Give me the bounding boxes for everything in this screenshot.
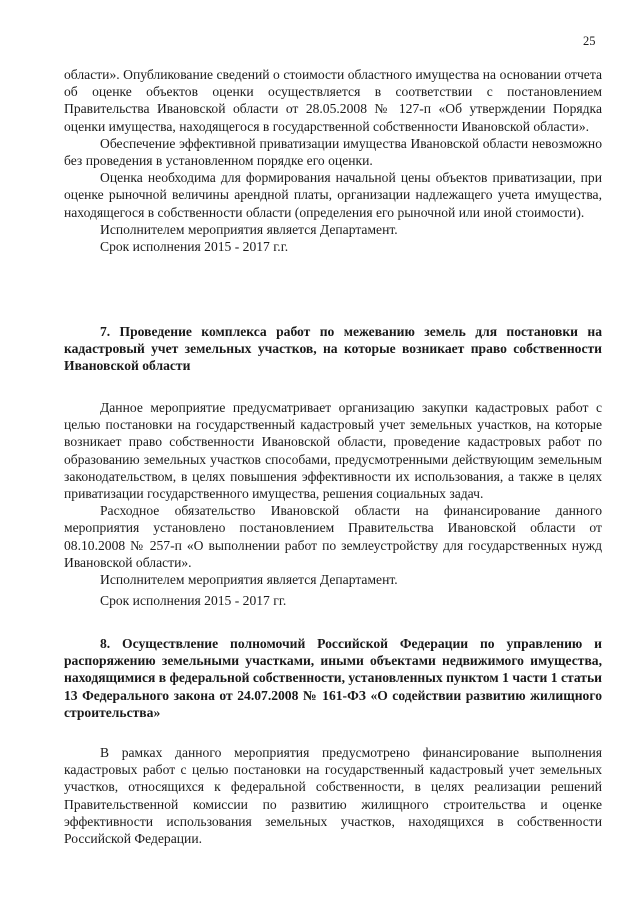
section-7-body — [64, 399, 602, 609]
paragraph-intro-2: Обеспечение эффективной приватизации имущества Ивановской области невозможно без проведения в установленном порядке его оценки. — [64, 135, 602, 169]
intro-block — [64, 66, 602, 255]
section-8-heading: 8. Осуществление полномочий Российской Федерации по управлению и распоряжению земельными участками, иными объектами недвижимого имущества, находящимися в федеральной собственности, установленных пунктом 1 части 1 статьи 13 Федерального закона от 24.07.2008 № 161-ФЗ «О содействии развитию жилищного строительства» — [64, 636, 602, 720]
paragraph-s8-1: В рамках данного мероприятия предусмотрено финансирование выполнения кадастровых работ с целью постановки на государственный кадастровый учет земельных участков, относящихся к федеральной собственности, в целях реализации решений Правительственной комиссии по развитию жилищного строительства и оценке эффективности использования земельных участков, находящихся в собственности Российской Федерации. — [64, 745, 602, 847]
paragraph-intro-3: Оценка необходима для формирования начальной цены объектов приватизации, при оценке рыночной величины арендной платы, организации надлежащего учета имущества, находящегося в собственности области (определения его рыночной или иной стоимости). — [64, 170, 602, 220]
paragraph-intro-4: Исполнителем мероприятия является Департамент. — [100, 221, 398, 237]
paragraph-s7-1: Данное мероприятие предусматривает организацию закупки кадастровых работ с целью постановки на государственный кадастровый учет земельных участков, на которые возникает право собственности Ивановской области, проведение кадастровых работ по образованию земельных участков способами, предусмотренными действующим земельным законодательством, в целях повышения эффективности их использования, а также в целях приватизации государственного имущества, решения социальных задач. — [64, 400, 602, 502]
page-number: 25 — [583, 34, 596, 48]
paragraph-s7-3: Исполнителем мероприятия является Департамент. — [100, 572, 398, 588]
paragraph-intro-5: Срок исполнения 2015 - 2017 г.г. — [100, 239, 289, 255]
section-8-body — [64, 744, 602, 847]
section-7-heading: 7. Проведение комплекса работ по межеванию земель для постановки на кадастровый учет земельных участков, на которые возникает право собственности Ивановской области — [64, 324, 602, 374]
paragraph-s7-4: Срок исполнения 2015 - 2017 гг. — [100, 593, 287, 609]
paragraph-intro-1: области». Опубликование сведений о стоимости областного имущества на основании отчета об оценке объектов оценки осуществляется в соответствии с постановлением Правительства Ивановской области от 28.05.2008 № 127-п «Об утверждении Порядка оценки имущества, находящегося в государственной собственности Ивановской области». — [64, 67, 602, 134]
paragraph-s7-2: Расходное обязательство Ивановской области на финансирование данного мероприятия установлено постановлением Правительства Ивановской области от 08.10.2008 № 257-п «О выполнении работ по землеустройству для государственных нужд Ивановской области». — [64, 503, 602, 570]
